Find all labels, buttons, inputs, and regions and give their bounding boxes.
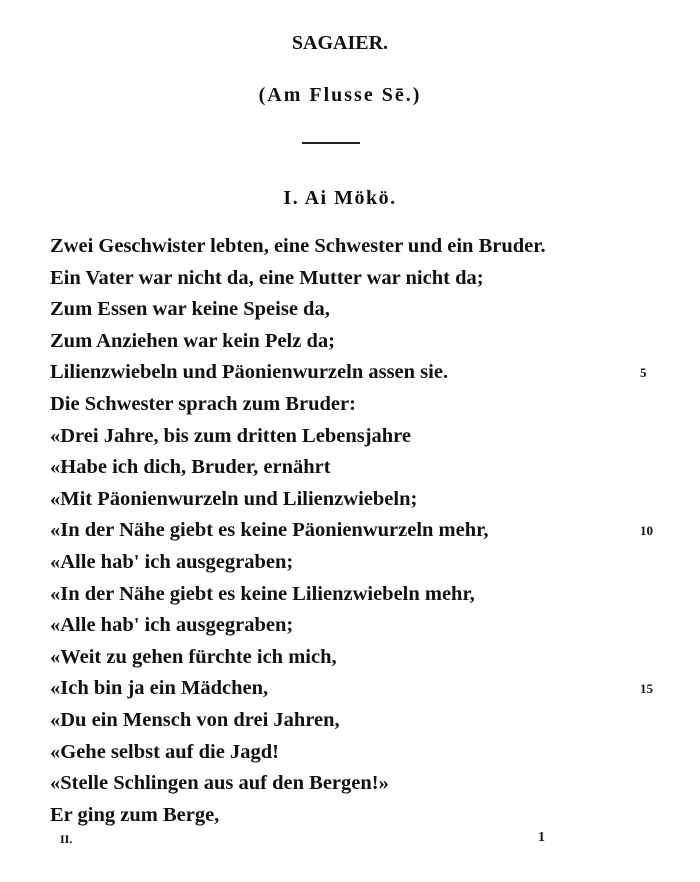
verse-text: «In der Nähe giebt es keine Lilienzwiebeln mehr, (50, 582, 475, 605)
verse-line (50, 389, 690, 421)
verse-text: «Stelle Schlingen aus auf den Bergen!» (50, 772, 389, 795)
verse-text: Zwei Geschwister lebten, eine Schwester und ein Bruder. (50, 235, 546, 257)
verse-text: Lilienzwiebeln und Päonienwurzeln assen sie. (50, 361, 449, 384)
verse-line (50, 768, 690, 800)
line-number: 10 (640, 523, 653, 539)
verse-text: «Mit Päonienwurzeln und Lilienzwiebeln; (50, 487, 418, 510)
verse-line (50, 294, 690, 326)
page-subtitle: (Am Flusse Sē.) (258, 84, 422, 106)
verse-text: Zum Essen war keine Speise da, (50, 298, 330, 321)
verse-line (50, 610, 690, 642)
signature-mark: II. (60, 832, 73, 846)
verse-line (50, 484, 690, 516)
verse-text: Er ging zum Berge, (50, 803, 220, 826)
verse-line (50, 231, 690, 263)
verse-text: «Alle hab' ich ausgegraben; (50, 614, 294, 637)
verse-line (50, 737, 690, 769)
verse-line (50, 579, 690, 611)
verse-line (50, 263, 690, 295)
verse-text: «Weit zu gehen fürchte ich mich, (50, 645, 337, 668)
verse-text: «In der Nähe giebt es keine Päonienwurzeln mehr, (50, 519, 489, 542)
verse-text: Zum Anziehen war kein Pelz da; (50, 329, 335, 352)
verse-text: Die Schwester sprach zum Bruder: (50, 392, 356, 415)
page-number: 1 (538, 830, 545, 845)
verse-line (50, 357, 690, 389)
verse-line (50, 705, 690, 737)
page-title: SAGAIER. (291, 32, 389, 54)
verse-block (50, 231, 690, 831)
verse-line (50, 421, 690, 453)
verse-text: «Alle hab' ich ausgegraben; (50, 550, 294, 573)
section-heading: I. Ai Mökö. (283, 187, 397, 209)
verse-text: Ein Vater war nicht da, eine Mutter war nicht da; (50, 266, 484, 289)
verse-line (50, 642, 690, 674)
verse-text: «Habe ich dich, Bruder, ernährt (50, 456, 331, 479)
verse-text: «Drei Jahre, bis zum dritten Lebensjahre (50, 424, 412, 447)
verse-line (50, 452, 690, 484)
verse-line (50, 673, 690, 705)
verse-line (50, 800, 690, 832)
verse-line (50, 515, 690, 547)
verse-text: «Gehe selbst auf die Jagd! (50, 740, 279, 763)
verse-line (50, 326, 690, 358)
verse-text: «Du ein Mensch von drei Jahren, (50, 708, 340, 731)
line-number: 5 (640, 365, 647, 381)
verse-text: «Ich bin ja ein Mädchen, (50, 677, 269, 700)
line-number: 15 (640, 681, 653, 697)
divider-rule (302, 142, 360, 144)
verse-line (50, 547, 690, 579)
